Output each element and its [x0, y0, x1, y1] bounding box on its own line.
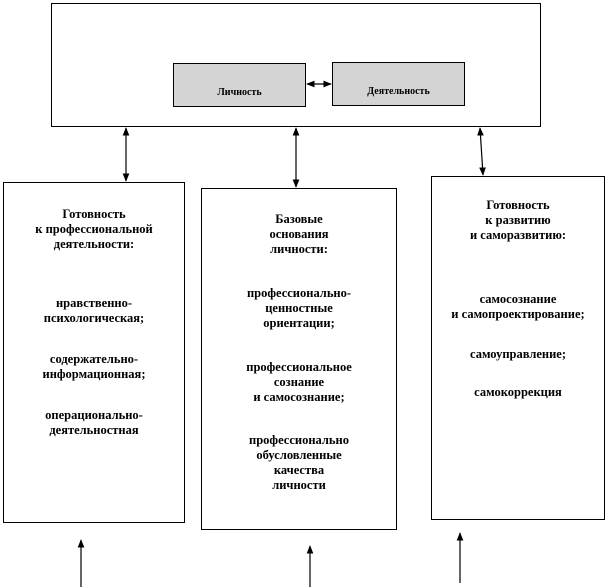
- item-line: и самосознание;: [253, 390, 345, 404]
- item-line: самоуправление;: [470, 347, 566, 361]
- item-line: ориентации;: [263, 316, 335, 330]
- item-line: самокоррекция: [474, 385, 562, 399]
- item-line: операционально-: [45, 408, 143, 422]
- item-line: профессионально: [249, 433, 349, 447]
- heading-line: личности:: [270, 242, 328, 256]
- heading-line: к профессиональной: [35, 222, 153, 236]
- item-line: личности: [272, 478, 326, 492]
- top-column3-arrow: [480, 128, 483, 175]
- item-line: и самопроектирование;: [451, 307, 585, 321]
- heading-line: основания: [269, 227, 329, 241]
- item-line: ценностные: [265, 301, 333, 315]
- heading-line: и саморазвитию:: [469, 228, 567, 242]
- item-line: деятельностная: [49, 423, 139, 437]
- item-line: нравственно-: [55, 296, 133, 310]
- activity-label: Деятельность: [367, 85, 430, 97]
- item-line: содержательно-: [49, 352, 139, 366]
- item-line: информационная;: [42, 367, 146, 381]
- heading-line: Готовность: [486, 198, 550, 212]
- item-line: обусловленные: [256, 448, 342, 462]
- personality-label: Личность: [217, 86, 262, 98]
- heading-line: к развитию: [485, 213, 551, 227]
- item-line: качества: [273, 463, 325, 477]
- item-line: профессионально-: [246, 286, 352, 300]
- item-line: сознание: [273, 375, 325, 389]
- item-line: самосознание: [479, 292, 557, 306]
- item-line: психологическая;: [43, 311, 145, 325]
- heading-line: Базовые: [275, 212, 323, 226]
- heading-line: Готовность: [62, 207, 126, 221]
- heading-line: деятельности:: [53, 237, 135, 251]
- item-line: профессиональное: [246, 360, 352, 374]
